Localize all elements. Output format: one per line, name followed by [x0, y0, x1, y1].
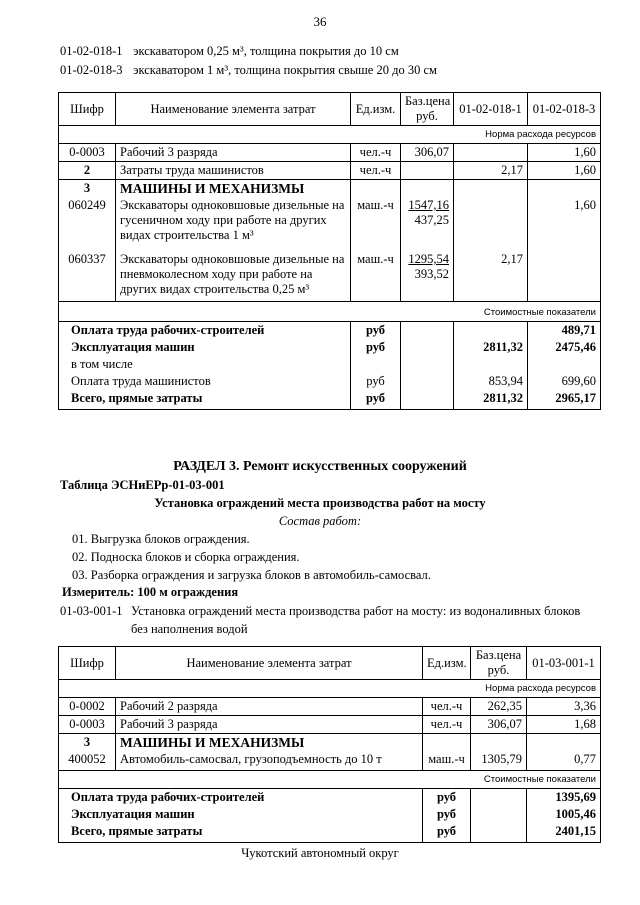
cost-name: Всего, прямые затраты	[59, 390, 351, 410]
cost-row	[59, 390, 601, 410]
table-row	[59, 251, 601, 302]
table-row	[59, 751, 601, 771]
header-code: Шифр	[59, 93, 116, 126]
row-value-1: 3,36	[527, 698, 601, 716]
price-total: 1295,54	[408, 252, 449, 266]
norm-label-row	[59, 126, 601, 144]
row-name: Рабочий 2 разряда	[116, 698, 423, 716]
row-name: Автомобиль-самосвал, грузоподъемность до 10 т	[116, 751, 423, 771]
header-code: Шифр	[59, 647, 116, 680]
cost-row	[59, 373, 601, 390]
row-value-1: 1,68	[527, 716, 601, 734]
header-item	[60, 63, 437, 78]
row-unit: чел.-ч	[351, 162, 401, 180]
cost-row	[59, 339, 601, 356]
header-col1: 01-03-001-1	[527, 647, 601, 680]
row-unit: маш.-ч	[423, 751, 471, 771]
row-value-2: 1,60	[528, 162, 601, 180]
header-item-text: экскаватором 1 м³, толщина покрытия свыше 20 до 30 см	[133, 63, 437, 77]
row-price: 306,07	[471, 716, 527, 734]
price-total: 1547,16	[408, 198, 449, 212]
cost-value-1: 2811,32	[454, 339, 528, 356]
table-row	[59, 716, 601, 734]
measure-unit: Измеритель: 100 м ограждения	[62, 585, 239, 599]
row-price	[401, 251, 454, 302]
row-price: 306,07	[401, 144, 454, 162]
table-row	[59, 698, 601, 716]
header-name: Наименование элемента затрат	[116, 93, 351, 126]
table-row	[59, 197, 601, 251]
header-price: Баз.цена руб.	[471, 647, 527, 680]
cost-value-2: 699,60	[528, 373, 601, 390]
cost-value-1: 2401,15	[527, 823, 601, 843]
cost-row	[59, 823, 601, 843]
header-col2: 01-02-018-3	[528, 93, 601, 126]
row-name: Экскаваторы одноковшовые дизельные на пневмоколесном ходу при работе на других видах строительства 0,25 м³	[116, 251, 351, 302]
cost-label: Стоимостные показатели	[59, 771, 601, 789]
footer-region: Чукотский автономный округ	[241, 846, 399, 860]
work-step: 02. Подноска блоков и сборка ограждения.	[72, 550, 300, 564]
table-id: Таблица ЭСНиЕРр-01-03-001	[60, 478, 225, 492]
work-step: 03. Разборка ограждения и загрузка блоков в автомобиль-самосвал.	[72, 568, 431, 582]
header-unit: Ед.изм.	[351, 93, 401, 126]
header-price: Баз.цена руб.	[401, 93, 454, 126]
cost-label-row	[59, 771, 601, 789]
cost-name: Оплата труда рабочих-строителей	[59, 789, 423, 807]
row-value-2: 1,60	[528, 197, 601, 251]
cost-label: Стоимостные показатели	[59, 302, 601, 322]
row-price	[401, 197, 454, 251]
cost-row	[59, 322, 601, 340]
table-row	[59, 162, 601, 180]
row-name: Затраты труда машинистов	[116, 162, 351, 180]
table-row	[59, 734, 601, 752]
cost-value-1	[454, 322, 528, 340]
row-code: 400052	[59, 751, 116, 771]
cost-value-2: 2475,46	[528, 339, 601, 356]
row-value-1	[454, 144, 528, 162]
cost-row	[59, 356, 601, 373]
row-price	[401, 162, 454, 180]
cost-name: Оплата труда рабочих-строителей	[59, 322, 351, 340]
header-unit: Ед.изм.	[423, 647, 471, 680]
row-name: МАШИНЫ И МЕХАНИЗМЫ	[116, 180, 351, 198]
cost-name: в том числе	[59, 356, 351, 373]
table-row	[59, 180, 601, 198]
row-unit: чел.-ч	[423, 698, 471, 716]
cost-row	[59, 806, 601, 823]
price-wage: 437,25	[414, 213, 449, 227]
table-header-row	[59, 647, 601, 680]
row-value-1	[454, 197, 528, 251]
cost-unit: руб	[351, 339, 401, 356]
row-code: 3	[59, 734, 116, 752]
item-text-continued: без наполнения водой	[131, 622, 248, 636]
header-item-text: экскаватором 0,25 м³, толщина покрытия до 10 см	[133, 44, 399, 58]
row-code: 3	[59, 180, 116, 198]
row-value-2: 1,60	[528, 144, 601, 162]
cost-value-1: 2811,32	[454, 390, 528, 410]
table-row	[59, 144, 601, 162]
cost-value-2: 2965,17	[528, 390, 601, 410]
header-item-code: 01-02-018-3	[60, 63, 123, 77]
cost-name: Эксплуатация машин	[59, 339, 351, 356]
header-item-code: 01-02-018-1	[60, 44, 123, 58]
row-value-1: 2,17	[454, 251, 528, 302]
composition-title: Состав работ:	[278, 514, 362, 528]
section-title: РАЗДЕЛ 3. Ремонт искусственных сооружений	[173, 459, 467, 474]
row-name: Экскаваторы одноковшовые дизельные на гусеничном ходу при работе на других видах строительства 1 м³	[116, 197, 351, 251]
row-name: Рабочий 3 разряда	[116, 144, 351, 162]
header-item	[60, 44, 399, 59]
header-name: Наименование элемента затрат	[116, 647, 423, 680]
cost-unit: руб	[351, 373, 401, 390]
row-name: МАШИНЫ И МЕХАНИЗМЫ	[116, 734, 423, 752]
table-name: Установка ограждений места производства работ на мосту	[154, 496, 486, 510]
price-wage: 393,52	[414, 267, 449, 281]
resource-table-2	[58, 646, 601, 843]
cost-value-1: 853,94	[454, 373, 528, 390]
row-value-1: 0,77	[527, 751, 601, 771]
cost-unit: руб	[423, 789, 471, 807]
cost-name: Эксплуатация машин	[59, 806, 423, 823]
item-text: Установка ограждений места производства работ на мосту: из водоналивных блоков	[131, 604, 581, 618]
row-unit: маш.-ч	[351, 197, 401, 251]
table-header-row	[59, 93, 601, 126]
row-code: 060249	[59, 197, 116, 251]
row-unit: маш.-ч	[351, 251, 401, 302]
cost-value-1: 1005,46	[527, 806, 601, 823]
cost-name: Всего, прямые затраты	[59, 823, 423, 843]
cost-unit: руб	[423, 806, 471, 823]
row-code: 2	[59, 162, 116, 180]
row-unit: чел.-ч	[423, 716, 471, 734]
row-price: 262,35	[471, 698, 527, 716]
cost-row	[59, 789, 601, 807]
cost-label-row	[59, 302, 601, 322]
norm-label: Норма расхода ресурсов	[59, 126, 601, 144]
row-unit: чел.-ч	[351, 144, 401, 162]
row-code: 060337	[59, 251, 116, 302]
row-name: Рабочий 3 разряда	[116, 716, 423, 734]
cost-name: Оплата труда машинистов	[59, 373, 351, 390]
row-value-1: 2,17	[454, 162, 528, 180]
cost-value-1: 1395,69	[527, 789, 601, 807]
cost-unit: руб	[423, 823, 471, 843]
row-price: 1305,79	[471, 751, 527, 771]
cost-unit: руб	[351, 390, 401, 410]
page-number: 36	[313, 14, 327, 29]
header-col1: 01-02-018-1	[454, 93, 528, 126]
cost-unit: руб	[351, 322, 401, 340]
norm-label: Норма расхода ресурсов	[59, 680, 601, 698]
row-code: 0-0003	[59, 716, 116, 734]
work-step: 01. Выгрузка блоков ограждения.	[72, 532, 250, 546]
row-code: 0-0003	[59, 144, 116, 162]
row-value-2	[528, 251, 601, 302]
row-code: 0-0002	[59, 698, 116, 716]
item-code: 01-03-001-1	[60, 604, 123, 618]
cost-value-2: 489,71	[528, 322, 601, 340]
resource-table-1	[58, 92, 601, 410]
norm-label-row	[59, 680, 601, 698]
